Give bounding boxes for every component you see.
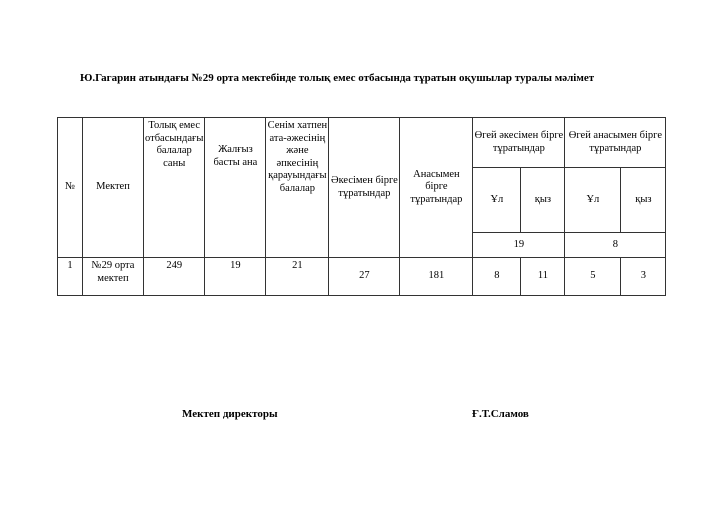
row-with-father: 27 (329, 258, 400, 296)
header-boy-1: Ұл (473, 168, 521, 233)
header-trust: Сенім хатпен ата-әжесінің және әпкесінің қарауындағы балалар (266, 118, 329, 258)
director-name: Ғ.Т.Сламов (472, 408, 529, 420)
step-total-1: 19 (473, 233, 565, 258)
row-girl-1: 11 (521, 258, 565, 296)
document-title: Ю.Гагарин атындағы №29 орта мектебінде толық емес отбасында тұратын оқушылар туралы мәлімет (80, 72, 595, 84)
director-label: Мектеп директоры (182, 408, 278, 420)
row-boy-2: 5 (565, 258, 621, 296)
students-table (57, 117, 666, 296)
header-stepmother: Өгей әкесімен бірге тұратындар (473, 118, 565, 168)
header-num: № (58, 118, 83, 258)
row-trust: 21 (266, 258, 329, 296)
row-incomplete: 249 (144, 258, 205, 296)
step-total-2: 8 (565, 233, 666, 258)
header-school: Мектеп (83, 118, 144, 258)
header-girl-2: қыз (621, 168, 666, 233)
header-stepfather: Өгей анасымен бірге тұратындар (565, 118, 666, 168)
row-single-mother: 19 (205, 258, 266, 296)
row-with-mother: 181 (400, 258, 473, 296)
header-incomplete: Толық емес отбасындағы балалар саны (144, 118, 205, 258)
row-school: №29 орта мектеп (83, 258, 144, 296)
row-num: 1 (58, 258, 83, 296)
header-girl-1: қыз (521, 168, 565, 233)
row-girl-2: 3 (621, 258, 666, 296)
header-single-mother: Жалғыз басты ана (205, 118, 266, 258)
header-with-father: Әкесімен бірге тұратындар (329, 118, 400, 258)
header-with-mother: Анасымен бірге тұратындар (400, 118, 473, 258)
header-boy-2: Ұл (565, 168, 621, 233)
row-boy-1: 8 (473, 258, 521, 296)
